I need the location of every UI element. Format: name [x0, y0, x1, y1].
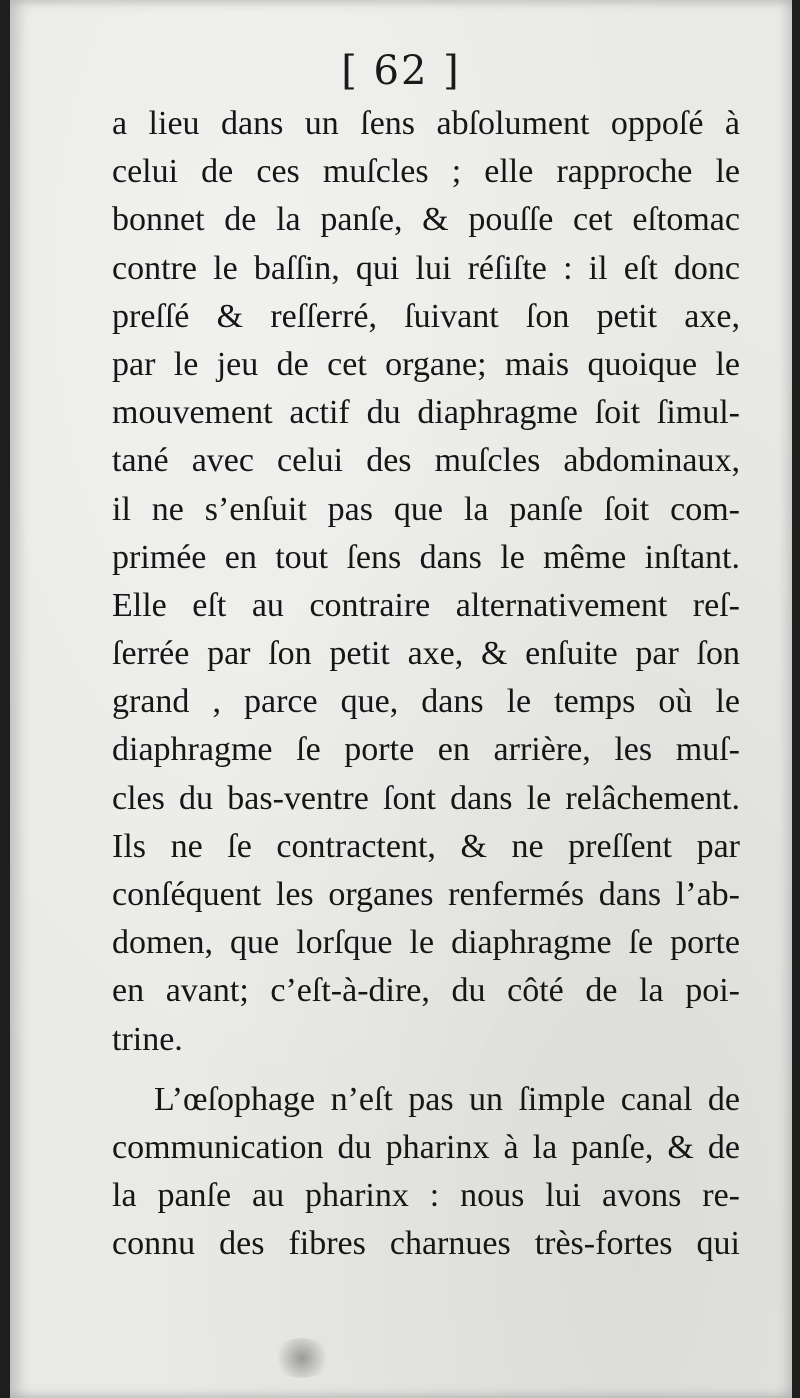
text-line: Ils ne ſe contractent, & ne preſſent par	[112, 827, 740, 865]
text-line: communication du pharinx à la panſe, & de	[112, 1128, 740, 1166]
text-line: en avant; c’eſt-à-dire, du côté de la poi-	[112, 972, 740, 1010]
text-line: tané avec celui des muſcles abdominaux,	[112, 442, 740, 480]
text-line: la panſe au pharinx : nous lui avons re-	[112, 1177, 740, 1215]
text-line: connu des fibres charnues très-fortes qui	[112, 1225, 740, 1263]
text-line: cles du bas-ventre ſont dans le relâchement.	[112, 779, 740, 817]
text-line: celui de ces muſcles ; elle rapproche le	[112, 153, 740, 191]
paragraph-gap	[112, 1064, 740, 1076]
paragraph-1	[112, 100, 740, 1064]
text-line: diaphragme ſe porte en arrière, les muſ-	[112, 731, 740, 769]
text-line: L’œſophage n’eſt pas un ſimple canal de	[154, 1080, 740, 1118]
text-line: a lieu dans un ſens abſolument oppoſé à	[112, 105, 740, 142]
text-line: conſéquent les organes renfermés dans l’ab-	[112, 876, 740, 913]
text-line: trine.	[112, 1020, 183, 1058]
text-line: grand , parce que, dans le temps où le	[112, 683, 740, 721]
text-line: il ne s’enſuit pas que la panſe ſoit com-	[112, 490, 740, 528]
text-line: primée en tout ſens dans le même inſtant.	[112, 538, 740, 576]
text-line: par le jeu de cet organe; mais quoique le	[112, 345, 740, 383]
text-line: Elle eſt au contraire alternativement reſ-	[112, 586, 740, 624]
text-line: contre le baſſin, qui lui réſiſte : il eſt donc	[112, 249, 740, 287]
text-line: preſſé & reſſerré, ſuivant ſon petit axe,	[112, 297, 740, 335]
text-line: ſerrée par ſon petit axe, & enſuite par ſon	[112, 635, 740, 673]
body-text	[112, 100, 740, 1269]
paragraph-2	[112, 1076, 740, 1269]
page-number: [ 62 ]	[341, 48, 461, 94]
text-line: bonnet de la panſe, & pouſſe cet eſtomac	[112, 201, 740, 239]
text-line: mouvement actif du diaphragme ſoit ſimul-	[112, 394, 740, 432]
text-line: domen, que lorſque le diaphragme ſe porte	[112, 924, 740, 962]
book-page	[10, 0, 792, 1398]
ink-smudge	[272, 1338, 332, 1378]
